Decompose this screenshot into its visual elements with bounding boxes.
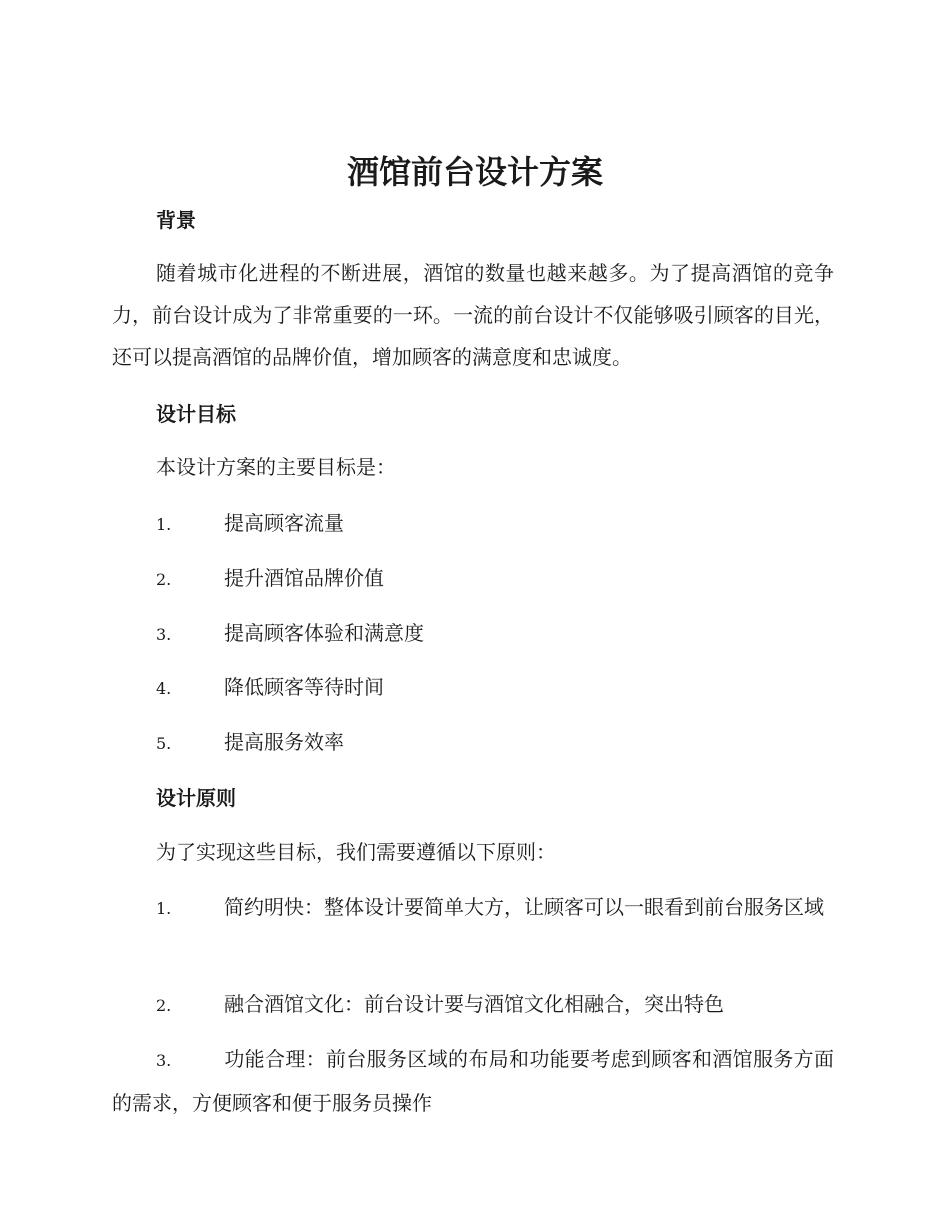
background-paragraph: 随着城市化进程的不断进展，酒馆的数量也越来越多。为了提高酒馆的竞争力，前台设计成为了非常重要的一环。一流的前台设计不仅能够吸引顾客的目光，还可以提高酒馆的品牌价值，增加顾客的满意度和忠诚度。	[112, 261, 834, 369]
list-item	[156, 564, 384, 594]
list-item-number: 2.	[156, 570, 172, 589]
principles-intro: 为了实现这些目标，我们需要遵循以下原则：	[156, 840, 556, 864]
list-item-text: 提高顾客流量	[224, 511, 344, 535]
list-item-text: 简约明快：整体设计要简单大方，让顾客可以一眼看到前台服务区域	[224, 895, 824, 919]
list-item-text: 提升酒馆品牌价值	[224, 566, 384, 590]
list-item-text: 提高服务效率	[224, 730, 344, 754]
list-item-text: 提高顾客体验和满意度	[224, 621, 424, 645]
list-item	[112, 1038, 834, 1124]
list-item	[156, 509, 344, 539]
list-item-text: 功能合理：前台服务区域的布局和功能要考虑到顾客和酒馆服务方面的需求，方便顾客和便于服务员操作	[112, 1047, 834, 1115]
list-item-number: 1.	[156, 515, 172, 534]
list-item-text: 降低顾客等待时间	[224, 675, 384, 699]
list-item	[156, 673, 384, 703]
list-item	[156, 619, 424, 649]
section-heading-goals: 设计目标	[156, 402, 236, 426]
list-item	[112, 886, 834, 930]
section-heading-principles: 设计原则	[156, 786, 236, 810]
list-item	[112, 983, 834, 1027]
goals-intro: 本设计方案的主要目标是：	[156, 455, 396, 479]
list-item-number: 5.	[156, 734, 172, 753]
list-item-number: 2.	[156, 996, 172, 1015]
list-item	[156, 728, 344, 758]
list-item-number: 3.	[156, 1051, 172, 1070]
document-title: 酒馆前台设计方案	[346, 153, 603, 191]
section-heading-background: 背景	[156, 208, 196, 232]
list-item-number: 4.	[156, 679, 172, 698]
list-item-number: 3.	[156, 625, 172, 644]
list-item-text: 融合酒馆文化：前台设计要与酒馆文化相融合，突出特色	[224, 992, 724, 1016]
list-item-number: 1.	[156, 899, 172, 918]
